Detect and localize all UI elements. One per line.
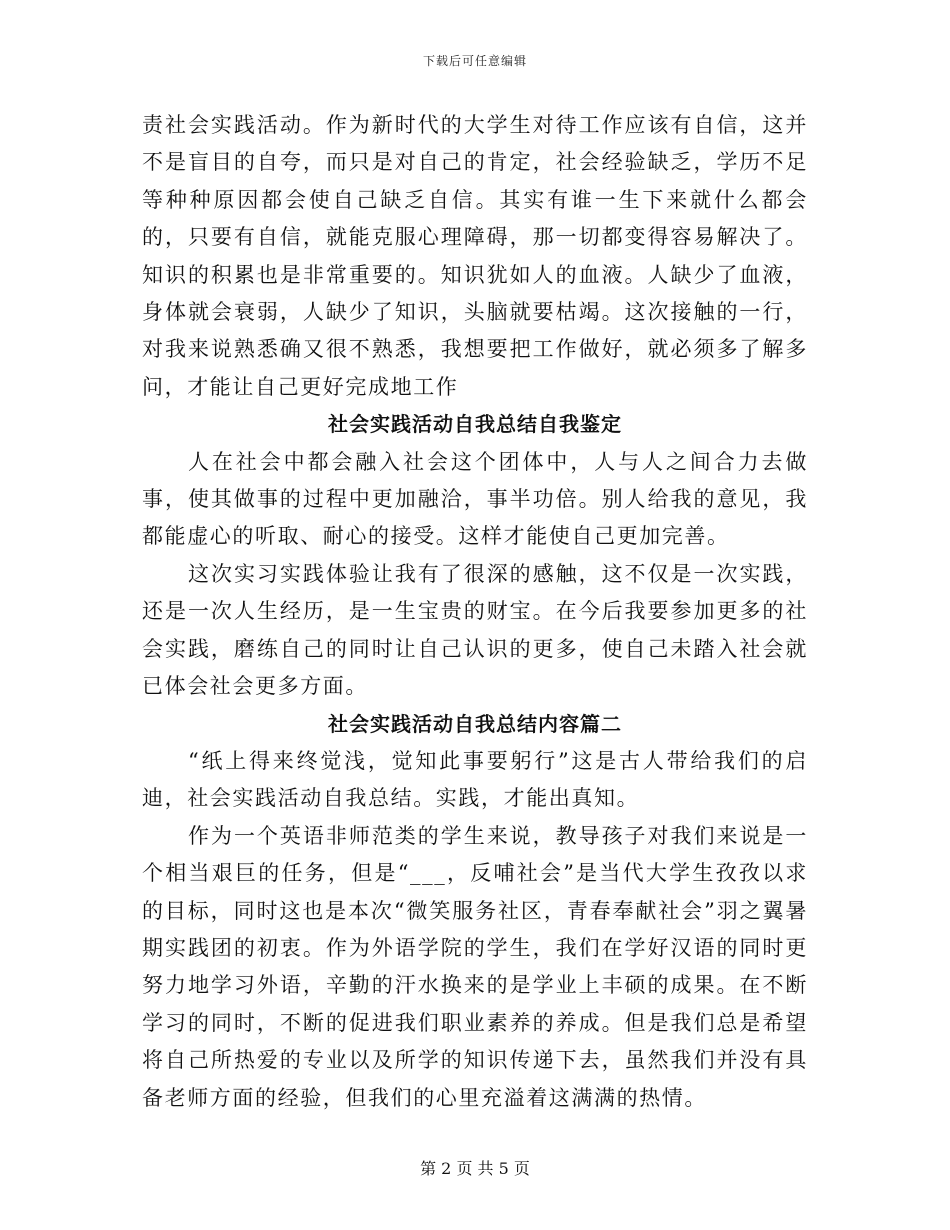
paragraph-1: 责社会实践活动。作为新时代的大学生对待工作应该有自信，这并不是盲目的自夸，而只是对自己的肯定，社会经验缺乏，学历不足等种种原因都会使自己缺乏自信。其实有谁一生下来就什么都会的，只要有自信，就能克服心理障碍，那一切都变得容易解决了。知识的积累也是非常重要的。知识犹如人的血液。人缺少了血液，身体就会衰弱，人缺少了知识，头脑就要枯竭。这次接触的一行，对我来说熟悉确又很不熟悉，我想要把工作做好，就必须多了解多问，才能让自己更好完成地工作 (142, 113, 808, 399)
section-heading-1: 社会实践活动自我总结自我鉴定 (328, 412, 622, 437)
paragraph-5: 作为一个英语非师范类的学生来说，教导孩子对我们来说是一个相当艰巨的任务，但是“___，反哺社会”是当代大学生孜孜以求的目标，同时这也是本次“微笑服务社区，青春奉献社会”羽之翼暑期实践团的初衷。作为外语学院的学生，我们在学好汉语的同时更努力地学习外语，辛勤的汗水换来的是学业上丰硕的成果。在不断学习的同时，不断的促进我们职业素养的养成。但是我们总是希望将自己所热爱的专业以及所学的知识传递下去，虽然我们并没有具备老师方面的经验，但我们的心里充溢着这满满的热情。 (142, 823, 808, 1110)
section-heading-2: 社会实践活动自我总结内容篇二 (328, 711, 622, 736)
paragraph-3: 这次实习实践体验让我有了很深的感触，这不仅是一次实践，还是一次人生经历，是一生宝贵的财宝。在今后我要参加更多的社会实践，磨练自己的同时让自己认识的更多，使自己未踏入社会就已体会社会更多方面。 (142, 561, 808, 699)
page-indicator: 第 2 页 共 5 页 (420, 1159, 530, 1178)
paragraph-4: “纸上得来终觉浅，觉知此事要躬行”这是古人带给我们的启迪，社会实践活动自我总结。实践，才能出真知。 (142, 748, 808, 811)
paragraph-2: 人在社会中都会融入社会这个团体中，人与人之间合力去做事，使其做事的过程中更加融洽，事半功倍。别人给我的意见，我都能虚心的听取、耐心的接受。这样才能使自己更加完善。 (142, 449, 808, 549)
document-body (142, 107, 808, 1117)
header-note: 下载后可任意编辑 (422, 54, 527, 68)
